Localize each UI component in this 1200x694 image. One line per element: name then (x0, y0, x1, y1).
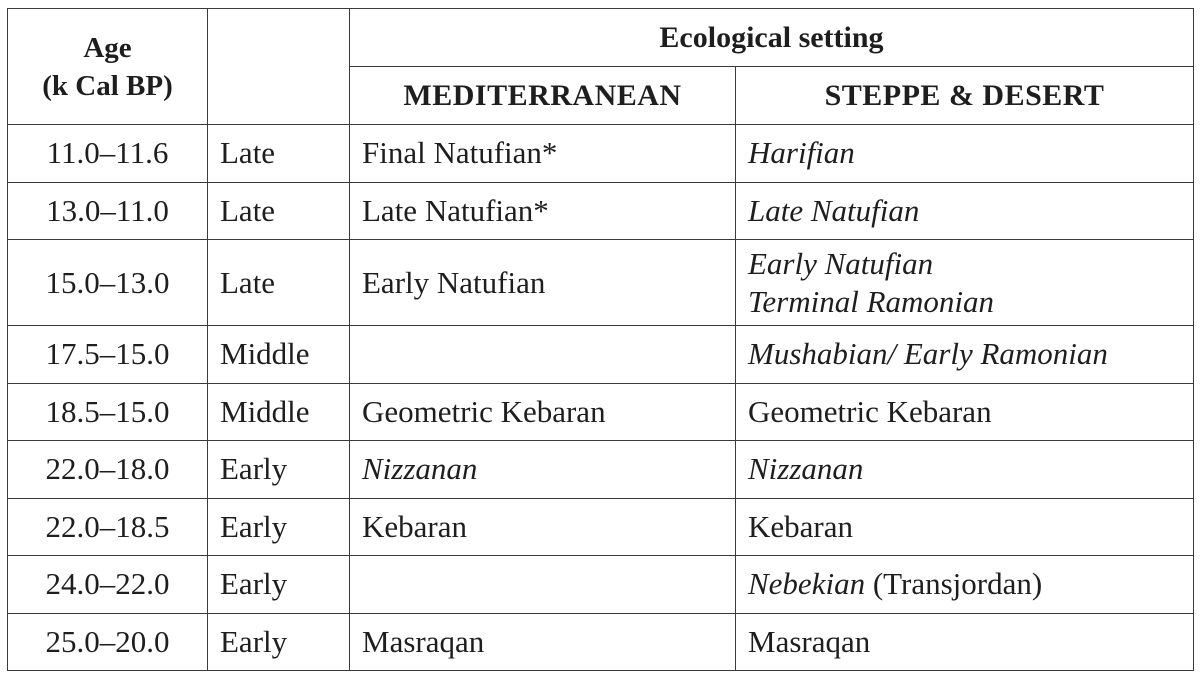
steppe-desert-cell (736, 383, 1194, 441)
age-header-line-2: (k Cal BP) (42, 69, 173, 102)
age-cell: 18.5–15.0 (8, 383, 208, 441)
mediterranean-cell (350, 240, 736, 326)
period-cell: Early (208, 613, 350, 671)
cell-line (748, 245, 1181, 283)
culture-name: (Transjordan) (865, 566, 1043, 602)
table-row (8, 125, 1194, 183)
mediterranean-cell (350, 441, 736, 499)
steppe-desert-cell (736, 613, 1194, 671)
age-cell: 25.0–20.0 (8, 613, 208, 671)
ecological-setting-header: Ecological setting (350, 9, 1194, 67)
period-cell: Late (208, 240, 350, 326)
table-row (8, 498, 1194, 556)
culture-name: Nizzanan (748, 451, 864, 487)
period-cell: Early (208, 441, 350, 499)
cell-line (748, 451, 863, 486)
cell-line (748, 135, 855, 170)
steppe-desert-cell (736, 182, 1194, 240)
chronology-table-container (7, 8, 1194, 671)
culture-name: Mushabian/ Early Ramonian (748, 336, 1108, 372)
age-cell: 11.0–11.6 (8, 125, 208, 183)
culture-name: Geometric Kebaran (748, 393, 992, 429)
table-row (8, 441, 1194, 499)
period-column-header (208, 9, 350, 125)
culture-name: Kebaran (748, 508, 853, 544)
table-row (8, 326, 1194, 384)
table-row (8, 240, 1194, 326)
culture-name: Harifian (748, 135, 855, 171)
culture-name: Late Natufian (748, 192, 920, 228)
mediterranean-cell (350, 556, 736, 614)
mediterranean-cell (350, 125, 736, 183)
cell-line (748, 624, 870, 659)
age-cell: 22.0–18.5 (8, 498, 208, 556)
steppe-desert-cell (736, 326, 1194, 384)
steppe-desert-cell (736, 240, 1194, 326)
steppe-desert-cell (736, 556, 1194, 614)
steppe-desert-cell (736, 498, 1194, 556)
cell-line (748, 283, 1181, 321)
age-cell: 17.5–15.0 (8, 326, 208, 384)
culture-name: Nebekian (748, 566, 866, 602)
period-cell: Early (208, 498, 350, 556)
age-cell: 13.0–11.0 (8, 182, 208, 240)
mediterranean-cell (350, 498, 736, 556)
culture-name: Early Natufian (362, 264, 546, 300)
table-body (8, 125, 1194, 671)
culture-name: Masraqan (362, 623, 485, 659)
culture-name: Terminal Ramonian (748, 283, 995, 319)
period-cell: Middle (208, 326, 350, 384)
cell-line (748, 336, 1108, 371)
culture-name: Early Natufian (748, 245, 934, 281)
mediterranean-cell (350, 182, 736, 240)
cell-line (748, 566, 1042, 601)
culture-name: Kebaran (362, 508, 467, 544)
chronology-table (7, 8, 1194, 671)
mediterranean-cell (350, 383, 736, 441)
period-cell: Late (208, 125, 350, 183)
culture-name: Geometric Kebaran (362, 393, 606, 429)
culture-name: Final Natufian* (362, 135, 558, 171)
steppe-desert-cell (736, 125, 1194, 183)
table-row (8, 556, 1194, 614)
period-cell: Middle (208, 383, 350, 441)
cell-line (748, 193, 919, 228)
age-column-header (8, 9, 208, 125)
steppe-desert-header: STEPPE & DESERT (736, 67, 1194, 125)
period-cell: Late (208, 182, 350, 240)
mediterranean-header: MEDITERRANEAN (350, 67, 736, 125)
culture-name: Masraqan (748, 623, 871, 659)
age-header-line-1: Age (83, 31, 132, 64)
mediterranean-cell (350, 613, 736, 671)
age-cell: 22.0–18.0 (8, 441, 208, 499)
table-row (8, 182, 1194, 240)
table-header (8, 9, 1194, 125)
cell-line (748, 509, 853, 544)
age-cell: 24.0–22.0 (8, 556, 208, 614)
culture-name: Nizzanan (362, 451, 478, 487)
table-row (8, 613, 1194, 671)
steppe-desert-cell (736, 441, 1194, 499)
age-cell: 15.0–13.0 (8, 240, 208, 326)
cell-line (748, 394, 992, 429)
mediterranean-cell (350, 326, 736, 384)
table-row (8, 383, 1194, 441)
culture-name: Late Natufian* (362, 192, 549, 228)
header-row-1 (8, 9, 1194, 67)
period-cell: Early (208, 556, 350, 614)
